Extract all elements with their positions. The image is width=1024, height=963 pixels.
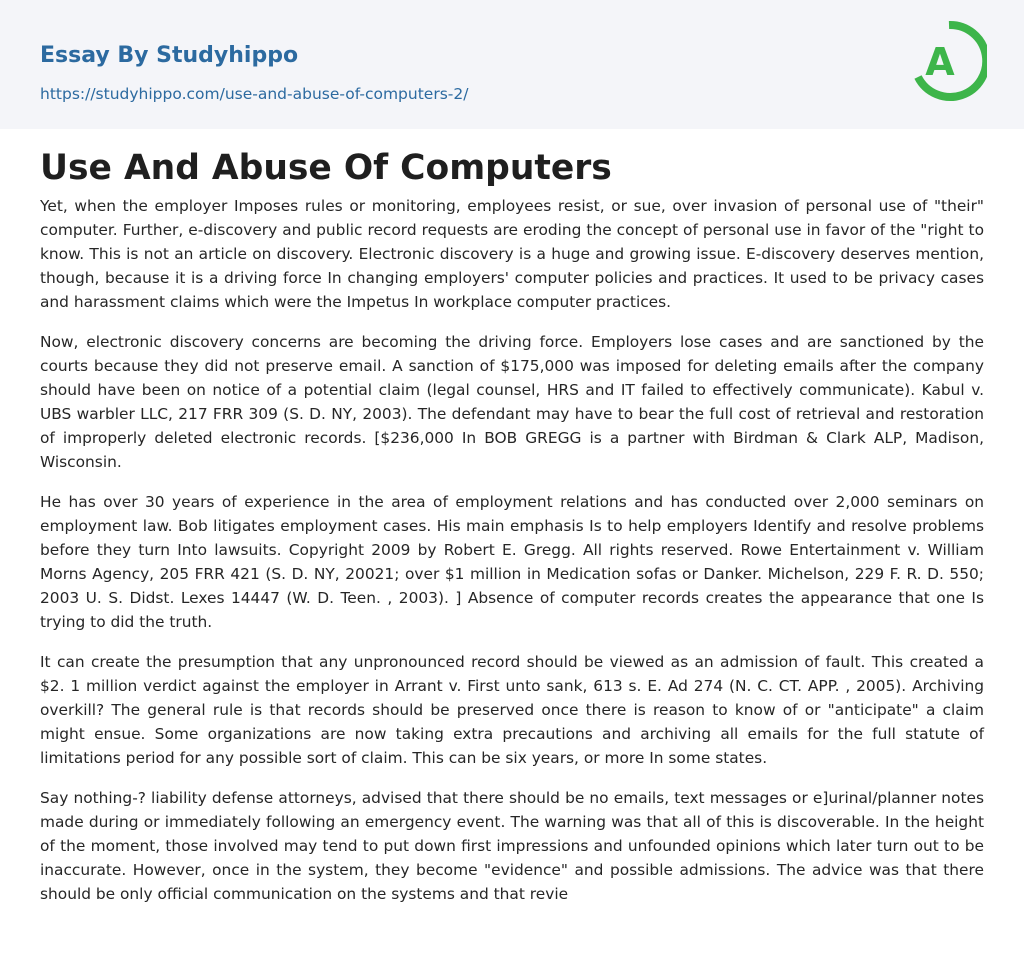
studyhippo-logo-icon[interactable] (912, 19, 987, 105)
page-title: Use And Abuse Of Computers (40, 148, 612, 188)
paragraph: Say nothing-? liability defense attorneys, advised that there should be no emails, text messages or e]urinal/planner notes made during or immediately following an emergency event. The warning was that all of this is discoverable. In the height of the moment, those involved may tend to put down first impressions and unfounded opinions which later turn out to be inaccurate. However, once in the system, they become "evidence" and possible admissions. The advice was that there should be only official communication on the systems and that revie (40, 789, 984, 903)
logo-letter: A (925, 40, 955, 84)
paragraph: Now, electronic discovery concerns are becoming the driving force. Employers lose cases and are sanctioned by the courts because they did not preserve email. A sanction of $175,000 was imposed for deleting emails after the company should have been on notice of a potential claim (legal counsel, HRS and IT failed to effectively communicate). Kabul v. UBS warbler LLC, 217 FRR 309 (S. D. NY, 2003). The defendant may have to bear the full cost of retrieval and restoration of improperly deleted electronic records. [$236,000 In BOB GREGG is a partner with Birdman & Clark ALP, Madison, Wisconsin. (40, 333, 984, 471)
paragraph: He has over 30 years of experience in the area of employment relations and has conducted over 2,000 seminars on employment law. Bob litigates employment cases. His main emphasis Is to help employers Identify and resolve problems before they turn Into lawsuits. Copyright 2009 by Robert E. Gregg. All rights reserved. Rowe Entertainment v. William Morns Agency, 205 FRR 421 (S. D. NY, 20021; over $1 million in Medication sofas or Danker. Michelson, 229 F. R. D. 550; 2003 U. S. Didst. Lexes 14447 (W. D. Teen. , 2003). ] Absence of computer records creates the appearance that one Is trying to did the truth. (40, 493, 984, 631)
article-body (40, 194, 984, 922)
paragraph: Yet, when the employer Imposes rules or monitoring, employees resist, or sue, over invasion of personal use of "their" computer. Further, e-discovery and public record requests are eroding the concept of personal use in favor of the "right to know. This is not an article on discovery. Electronic discovery is a huge and growing issue. E-discovery deserves mention, though, because it is a driving force In changing employers' computer policies and practices. It used to be privacy cases and harassment claims which were the Impetus In workplace computer practices. (40, 197, 984, 311)
source-url-link[interactable]: https://studyhippo.com/use-and-abuse-of-computers-2/ (40, 85, 469, 103)
brand-title[interactable]: Essay By Studyhippo (40, 43, 299, 68)
paragraph: It can create the presumption that any unpronounced record should be viewed as an admission of fault. This created a $2. 1 million verdict against the employer in Arrant v. First unto sank, 613 s. E. Ad 274 (N. C. CT. APP. , 2005). Archiving overkill? The general rule is that records should be preserved once there is reason to know of or "anticipate" a claim might ensue. Some organizations are now taking extra precautions and archiving all emails for the full statute of limitations period for any possible sort of claim. This can be six years, or more In some states. (40, 653, 984, 767)
